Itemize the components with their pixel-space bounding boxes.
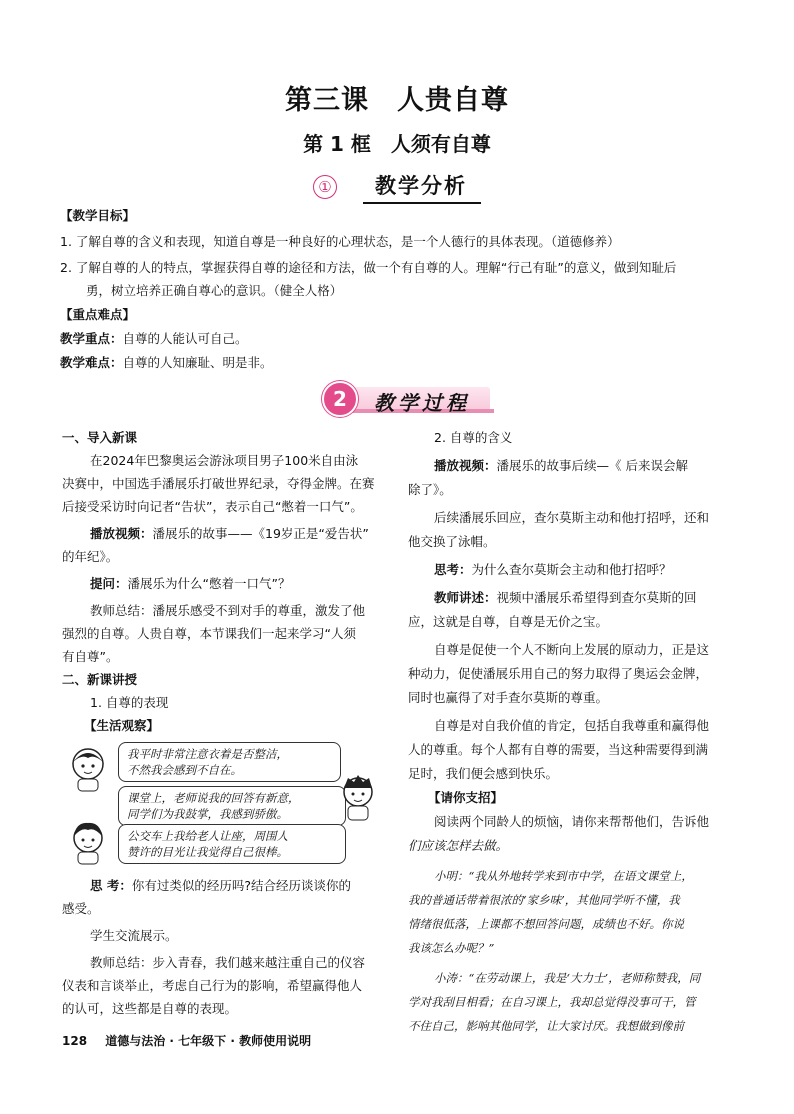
goal-2b: 勇，树立培养正确自尊心的意识。（健全人格） [86, 283, 343, 298]
text-line: 除了》。 [408, 482, 452, 497]
text-line: 我该怎么办呢？” [408, 941, 495, 955]
text-line: 教师讲述：视频中潘展乐希望得到查尔莫斯的回 [434, 590, 697, 605]
goal-2a: 2. 了解自尊的人的特点，掌握获得自尊的途径和方法，做一个有自尊的人。理解“行己有耻”的意义，做到知耻后 [60, 260, 677, 275]
key-heading: 【重点难点】 [60, 307, 136, 322]
page-subtitle: 第 1 框 人须有自尊 [303, 132, 491, 156]
section-number: ① [313, 175, 337, 199]
goal-1: 1. 了解自尊的含义和表现，知道自尊是一种良好的心理状态，是一个人德行的具体表现。（道德修养） [60, 234, 620, 249]
boy-avatar-icon [336, 772, 380, 822]
text-line: 我的普通话带着很浓的‘家乡味’，其他同学听不懂，我 [408, 893, 680, 907]
difficult-point: 教学难点：自尊的人知廉耻、明是非。 [60, 355, 273, 370]
text-line: 仪表和言谈举止，考虑自己行为的影响，希望赢得他人 [62, 978, 363, 993]
text-line: 播放视频：潘展乐的故事后续—《 后来误会解 [434, 458, 688, 473]
left-column [62, 426, 402, 737]
text-line: 感受。 [62, 901, 100, 916]
section-heading-process [322, 381, 492, 415]
section-number: 2 [322, 381, 358, 417]
section-heading-analysis [0, 170, 794, 204]
text-line: 足时，我们便会感到快乐。 [408, 766, 559, 781]
key-point: 教学重点：自尊的人能认可自己。 [60, 331, 248, 346]
text-line: 后接受采访时向记者“告状”，表示自己“憋着一口气”。 [62, 499, 363, 514]
text-line: 学对我刮目相看；在自习课上，我却总觉得没事可干，管 [408, 995, 696, 1009]
goal-heading: 【教学目标】 [60, 208, 136, 223]
text-line: 的年纪》。 [62, 549, 119, 564]
section-label: 教学过程 [374, 391, 470, 415]
text-line: 自尊是促使一个人不断向上发展的原动力，正是这 [434, 642, 710, 657]
text-line: 有自尊”。 [62, 649, 119, 664]
text-line: 决赛中，中国选手潘展乐打破世界纪录，夺得金牌。在赛 [62, 476, 375, 491]
book-title: 道德与法治 · 七年级下 · 教师使用说明 [105, 1034, 312, 1048]
page-number: 128 [62, 1034, 88, 1048]
speech-bubble-3: 公交车上我给老人让座，周围人 赞许的目光让我觉得自己很棒。 [118, 824, 346, 864]
text-line: 学生交流展示。 [90, 928, 178, 943]
kid-avatar-icon [64, 818, 114, 866]
right-column [408, 426, 734, 1038]
text-line: 们应该怎样去做。 [408, 838, 509, 853]
text-line: 应，这就是自尊，自尊是无价之宝。 [408, 614, 609, 629]
text-line: 后续潘展乐回应，查尔莫斯主动和他打招呼，还和 [434, 510, 710, 525]
text-line: 他交换了泳帽。 [408, 534, 496, 549]
text-line: 情绪很低落，上课都不想回答问题，成绩也不好。你说 [408, 917, 684, 931]
text-line: 播放视频：潘展乐的故事——《19岁正是“爱告状” [90, 526, 369, 541]
text-line: 在2024年巴黎奥运会游泳项目男子100米自由泳 [90, 453, 359, 468]
text-line: 教师总结：潘展乐感受不到对手的尊重，激发了他 [90, 603, 366, 618]
section-label: 教学分析 [363, 170, 481, 204]
text-line: 小涛：“在劳动课上，我是‘大力士’，老师称赞我，同 [434, 971, 701, 985]
page-title: 第三课 人贵自尊 [285, 85, 509, 116]
text-line: 思 考：你有过类似的经历吗?结合经历谈谈你的 [90, 878, 351, 893]
text-line: 教师总结：步入青春，我们越来越注重自己的仪容 [90, 955, 366, 970]
text-line: 的认可，这些都是自尊的表现。 [62, 1001, 238, 1016]
observation-heading: 【生活观察】 [84, 718, 160, 733]
page-footer [62, 1032, 311, 1049]
speech-bubble-2: 课堂上，老师说我的回答有新意， 同学们为我鼓掌，我感到骄傲。 [118, 786, 346, 826]
subheading: 2. 自尊的含义 [434, 430, 513, 445]
girl-avatar-icon [64, 744, 114, 792]
text-line: 思考：为什么查尔莫斯会主动和他打招呼？ [434, 562, 672, 577]
text-line: 同时也赢得了对手查尔莫斯的尊重。 [408, 690, 609, 705]
text-line: 人的尊重。每个人都有自尊的需要，当这种需要得到满 [408, 742, 709, 757]
heading-new-lesson: 二、新课讲授 [62, 672, 138, 687]
speech-bubble-1: 我平时非常注意衣着是否整洁， 不然我会感到不自在。 [118, 742, 341, 782]
left-column-bottom [62, 874, 402, 1020]
heading-intro: 一、导入新课 [62, 430, 138, 445]
text-line: 小明：“我从外地转学来到市中学，在语文课堂上， [434, 869, 693, 883]
text-line: 提问：潘展乐为什么“憋着一口气”？ [90, 576, 291, 591]
text-line: 强烈的自尊。人贵自尊，本节课我们一起来学习“人须 [62, 626, 356, 641]
help-heading: 【请你支招】 [428, 790, 504, 805]
text-line: 不住自己，影响其他同学，让大家讨厌。我想做到像前 [408, 1019, 684, 1033]
text-line: 阅读两个同龄人的烦恼，请你来帮帮他们，告诉他 [434, 814, 710, 829]
text-line: 种动力，促使潘展乐用自己的努力取得了奥运会金牌， [408, 666, 709, 681]
text-line: 自尊是对自我价值的肯定，包括自我尊重和赢得他 [434, 718, 710, 733]
subheading: 1. 自尊的表现 [90, 695, 169, 710]
